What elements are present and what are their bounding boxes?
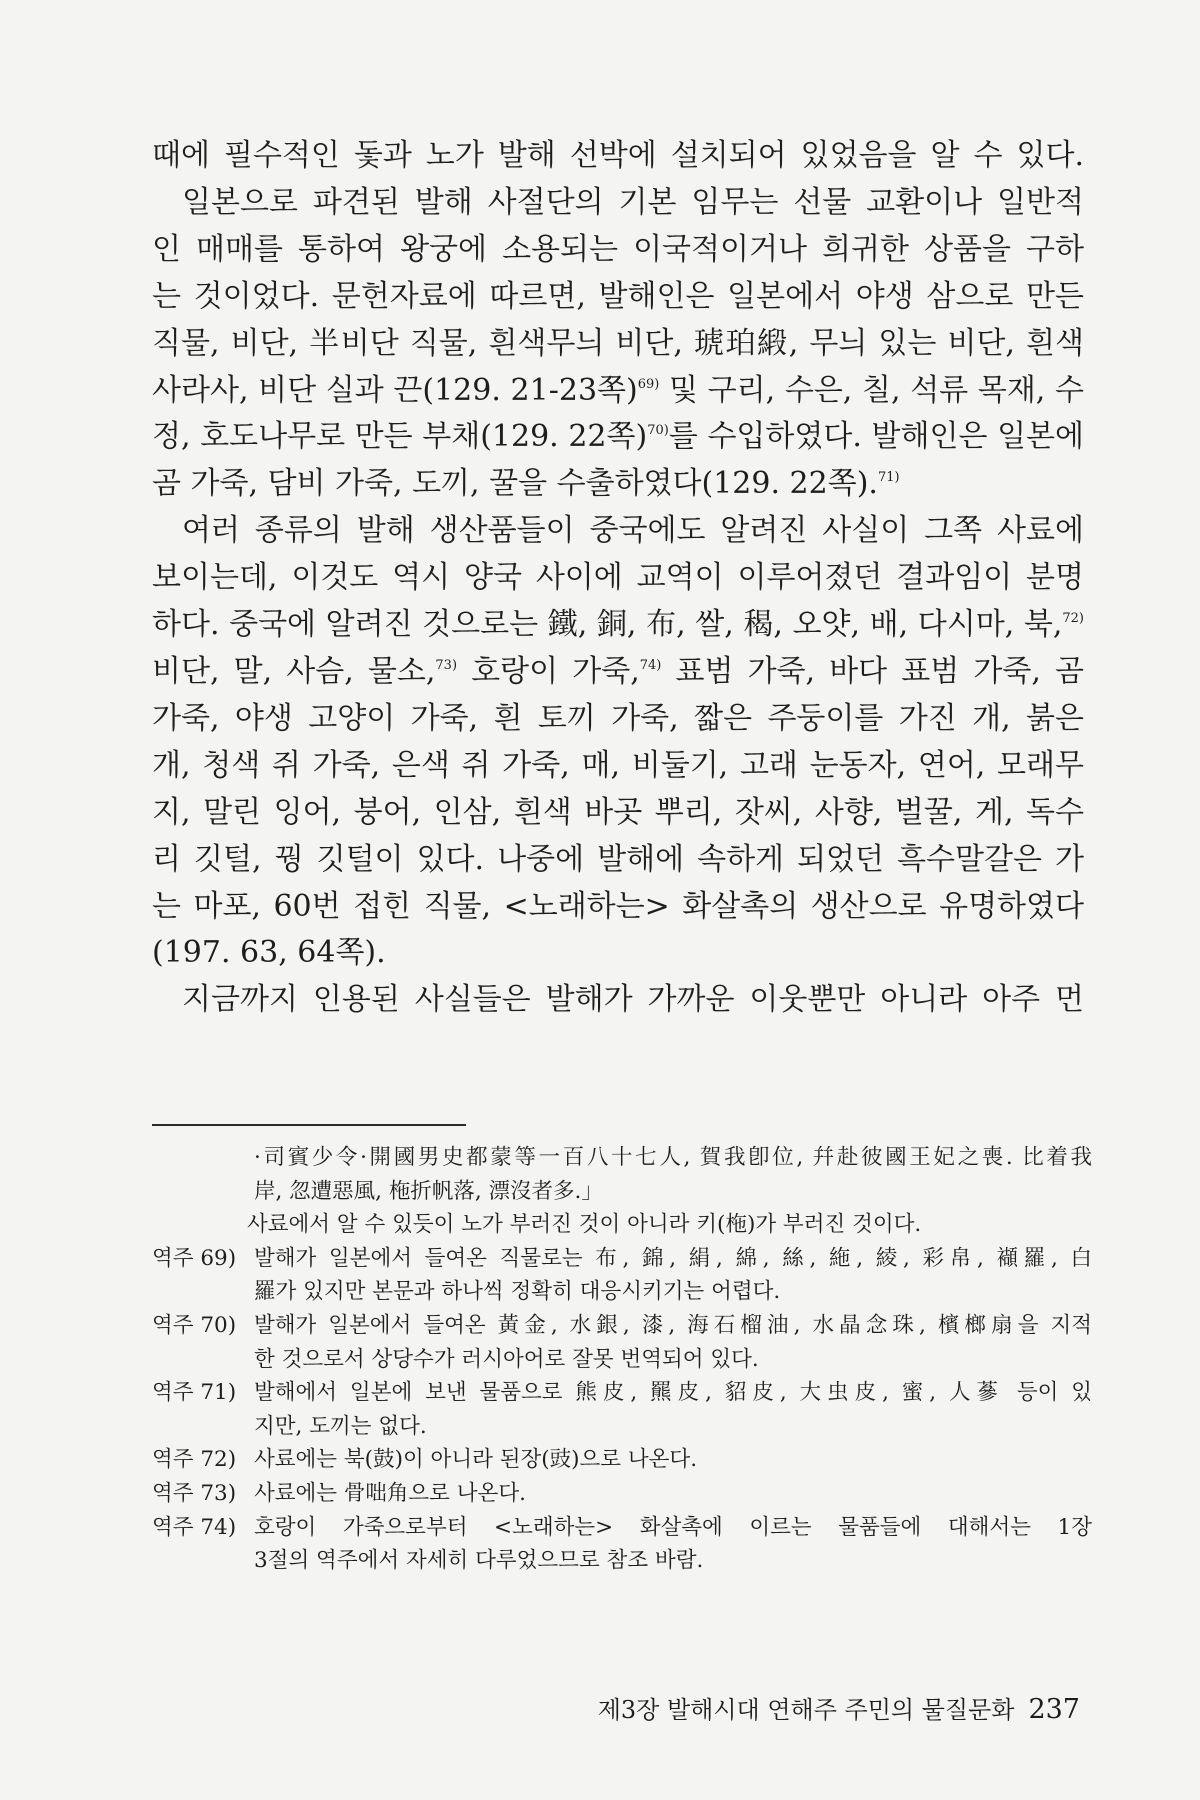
footnote-line: 3절의 역주에서 자세히 다루었으므로 참조 바람.: [254, 1548, 704, 1574]
footnote-line: 한 것으로서 상당수가 러시아어로 잘못 번역되어 있다.: [254, 1346, 759, 1372]
footnote-line: 羅가 있지만 본문과 하나씩 정확히 대응시키기는 어렵다.: [254, 1279, 781, 1305]
body-line: [152, 368, 1084, 415]
footnote-line: 사료에서 알 수 있듯이 노가 부러진 것이 아니라 키(柂)가 부러진 것이다.: [247, 1212, 922, 1238]
body-text: 곰 가죽, 담비 가죽, 도끼, 꿀을 수출하였다(129. 22쪽).: [152, 466, 878, 502]
footnote-line: 발해에서 일본에 보낸 물품으로 熊皮, 羆皮, 貂皮, 大虫皮, 蜜, 人蔘 등이 있: [254, 1380, 1092, 1406]
footnote-continuation: [152, 1141, 1092, 1242]
footnote-70: [152, 1309, 1092, 1376]
footnote-ref-74[interactable]: 74): [639, 657, 662, 673]
body-line: 는 것이었다. 문헌자료에 따르면, 발해인은 일본에서 야생 삼으로 만든: [152, 278, 1084, 314]
body-text: 및 구리, 수은, 칠, 석류 목재, 수: [659, 372, 1084, 408]
main-text: [152, 133, 1084, 1024]
footnote-ref-71[interactable]: 71): [877, 470, 900, 486]
body-text: 호랑이 가죽,: [457, 653, 640, 689]
footnote-line: 발해가 일본에서 들여온 직물로는 布, 錦, 絹, 綿, 絲, 絁, 綾, 彩帛, 襭羅, 白: [254, 1245, 1092, 1271]
footnote-ref-72[interactable]: 72): [1062, 611, 1084, 627]
body-line: 지금까지 인용된 사실들은 발해가 가까운 이웃뿐만 아니라 아주 먼: [182, 982, 1084, 1018]
body-text: 를 수입하였다. 발해인은 일본에: [668, 419, 1085, 455]
body-text: 비단, 말, 사슴, 물소,: [152, 653, 436, 689]
footnote-line: 岸, 忽遭惡風, 柂折帆落, 漂沒者多.」: [254, 1178, 603, 1204]
footnote-ref-70[interactable]: 70): [647, 423, 669, 439]
body-line: 인 매매를 통하여 왕궁에 소용되는 이국적이거나 희귀한 상품을 구하: [152, 231, 1084, 267]
footnote-73: [152, 1477, 1092, 1511]
footnote-divider: [152, 1124, 466, 1126]
footnote-label: 역주 74): [152, 1514, 237, 1540]
body-line: [152, 649, 1084, 696]
body-line: 여러 종류의 발해 생산품들이 중국에도 알려진 사실이 그쪽 사료에: [182, 513, 1084, 549]
body-line: 리 깃털, 꿩 깃털이 있다. 나중에 발해에 속하게 되었던 흑수말갈은 가: [152, 841, 1084, 877]
footnote-ref-73[interactable]: 73): [435, 657, 458, 673]
footnote-line: ·司賓少令·開國男史都蒙等一百八十七人, 賀我卽位, 幷赴彼國王妃之喪. 比着我: [254, 1145, 1092, 1170]
footnote-71: [152, 1376, 1092, 1443]
footnote-label: 역주 73): [152, 1480, 237, 1506]
body-line: 지, 말린 잉어, 붕어, 인삼, 흰색 바곳 뿌리, 잣씨, 사향, 벌꿀, 게, 독수: [152, 794, 1084, 830]
body-text: 정, 호도나무로 만든 부채(129. 22쪽): [152, 419, 648, 455]
body-line: 때에 필수적인 돛과 노가 발해 선박에 설치되어 있었음을 알 수 있다.: [152, 138, 1084, 173]
footnote-74: [152, 1511, 1092, 1578]
body-line: [152, 461, 1084, 508]
body-text: 표범 가죽, 바다 표범 가죽, 곰: [661, 653, 1084, 689]
body-line: [152, 414, 1084, 461]
body-line: 개, 청색 쥐 가죽, 은색 쥐 가죽, 매, 비둘기, 고래 눈동자, 연어, 모래무: [152, 747, 1084, 783]
body-text: 사라사, 비단 실과 끈(129. 21-23쪽): [152, 372, 638, 408]
footnote-line: 호랑이 가죽으로부터 <노래하는> 화살촉에 이르는 물품들에 대해서는 1장: [254, 1514, 1092, 1540]
footnotes: [152, 1141, 1092, 1578]
footnote-label: 역주 69): [152, 1245, 237, 1271]
body-line: (197. 63, 64쪽).: [152, 935, 386, 971]
footnote-line: 사료에는 骨咄角으로 나온다.: [254, 1480, 526, 1506]
footnote-label: 역주 70): [152, 1312, 237, 1338]
footnote-line: 사료에는 북(鼓)이 아니라 된장(豉)으로 나온다.: [254, 1447, 698, 1473]
body-line: 직물, 비단, 半비단 직물, 흰색무늬 비단, 琥珀緞, 무늬 있는 비단, 흰색: [152, 325, 1084, 361]
chapter-title: 제3장 발해시대 연해주 주민의 물질문화: [597, 1696, 1015, 1724]
body-text: 하다. 중국에 알려진 것으로는 鐵, 銅, 布, 쌀, 䅥, 오얏, 배, 다시마, 북,: [152, 607, 1063, 643]
footnote-ref-69[interactable]: 69): [637, 376, 660, 392]
body-line: 가죽, 야생 고양이 가죽, 흰 토끼 가죽, 짧은 주둥이를 가진 개, 붉은: [152, 700, 1084, 736]
body-line: 보이는데, 이것도 역시 양국 사이에 교역이 이루어졌던 결과임이 분명: [152, 560, 1084, 596]
body-line: 일본으로 파견된 발해 사절단의 기본 임무는 선물 교환이나 일반적: [182, 184, 1084, 220]
footnote-69: [152, 1242, 1092, 1309]
footnote-label: 역주 72): [152, 1447, 237, 1473]
body-line: 는 마포, 60번 접힌 직물, <노래하는> 화살촉의 생산으로 유명하였다: [152, 888, 1084, 924]
footnote-72: [152, 1443, 1092, 1477]
footnote-line: 지만, 도끼는 없다.: [254, 1413, 427, 1439]
footnote-label: 역주 71): [152, 1380, 237, 1406]
body-line: [152, 602, 1084, 649]
page-number: 237: [1028, 1694, 1080, 1725]
running-footer: [598, 1690, 1080, 1725]
footnote-line: 발해가 일본에서 들여온 黃金, 水銀, 漆, 海石榴油, 水晶念珠, 檳榔扇을 지적: [254, 1312, 1092, 1338]
